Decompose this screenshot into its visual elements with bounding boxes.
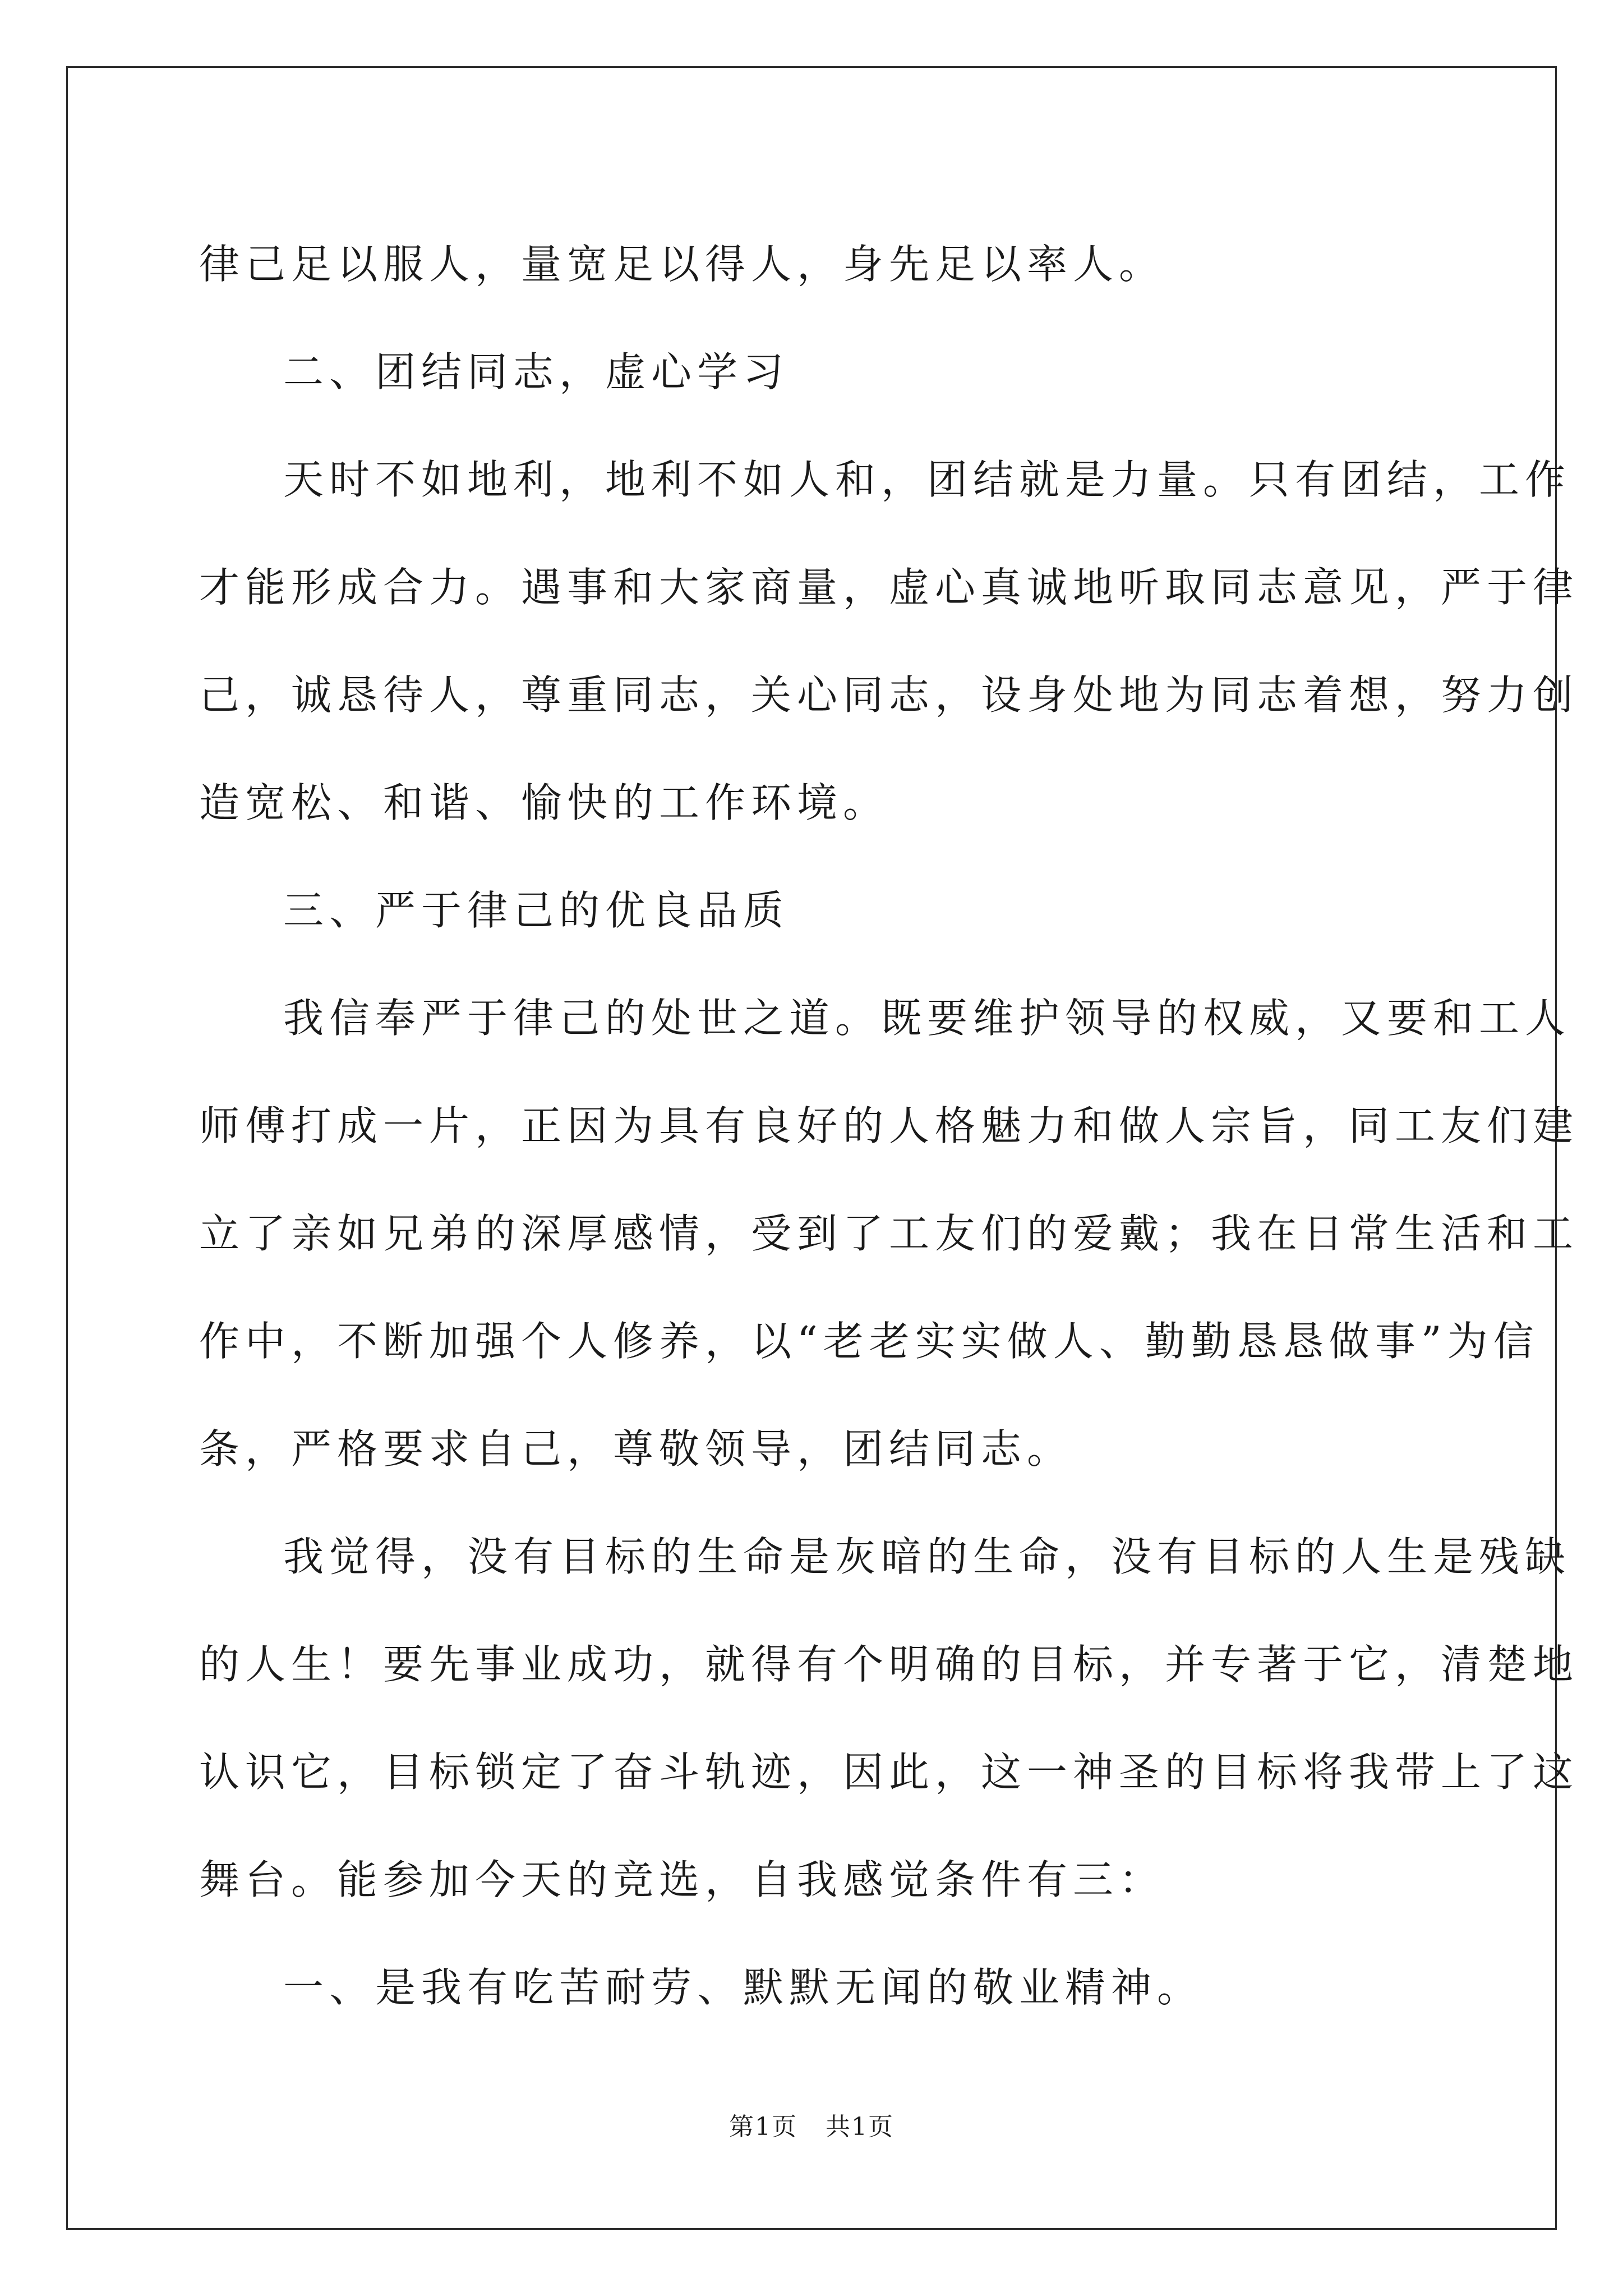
section-heading: 三、严于律己的优良品质 xyxy=(283,887,790,934)
page-total: 共1页 xyxy=(826,2113,894,2141)
text-line: 造宽松、和谐、愉快的工作环境。 xyxy=(199,779,889,826)
page-number: 第1页 xyxy=(729,2113,797,2141)
text-line: 舞台。能参加今天的竞选，自我感觉条件有三： xyxy=(199,1856,1165,1903)
text-line: 才能形成合力。遇事和大家商量，虚心真诚地听取同志意见，严于律 xyxy=(199,564,1579,611)
document-body xyxy=(199,210,1579,2041)
text-line: 条，严格要求自己，尊敬领导，团结同志。 xyxy=(199,1425,1073,1473)
text-line: 天时不如地利，地利不如人和，团结就是力量。只有团结，工作 xyxy=(283,456,1571,503)
text-line: 认识它，目标锁定了奋斗轨迹，因此，这一神圣的目标将我带上了这 xyxy=(199,1749,1579,1796)
text-line: 我觉得，没有目标的生命是灰暗的生命，没有目标的人生是残缺 xyxy=(283,1533,1571,1580)
text-line: 律己足以服人，量宽足以得人，身先足以率人。 xyxy=(199,241,1165,288)
text-line: 一、是我有吃苦耐劳、默默无闻的敬业精神。 xyxy=(283,1964,1204,2011)
text-line: 立了亲如兄弟的深厚感情，受到了工友们的爱戴；我在日常生活和工 xyxy=(199,1210,1579,1257)
text-line: 己，诚恳待人，尊重同志，关心同志，设身处地为同志着想，努力创 xyxy=(199,671,1579,719)
text-line: 作中，不断加强个人修养，以“老老实实做人、勤勤恳恳做事”为信 xyxy=(199,1318,1539,1365)
text-line: 的人生！要先事业成功，就得有个明确的目标，并专著于它，清楚地 xyxy=(199,1641,1579,1688)
page-footer xyxy=(0,2110,1623,2144)
text-line: 师傅打成一片，正因为具有良好的人格魅力和做人宗旨，同工友们建 xyxy=(199,1102,1579,1149)
section-heading: 二、团结同志，虚心学习 xyxy=(283,348,790,395)
text-line: 我信奉严于律己的处世之道。既要维护领导的权威，又要和工人 xyxy=(283,995,1571,1042)
